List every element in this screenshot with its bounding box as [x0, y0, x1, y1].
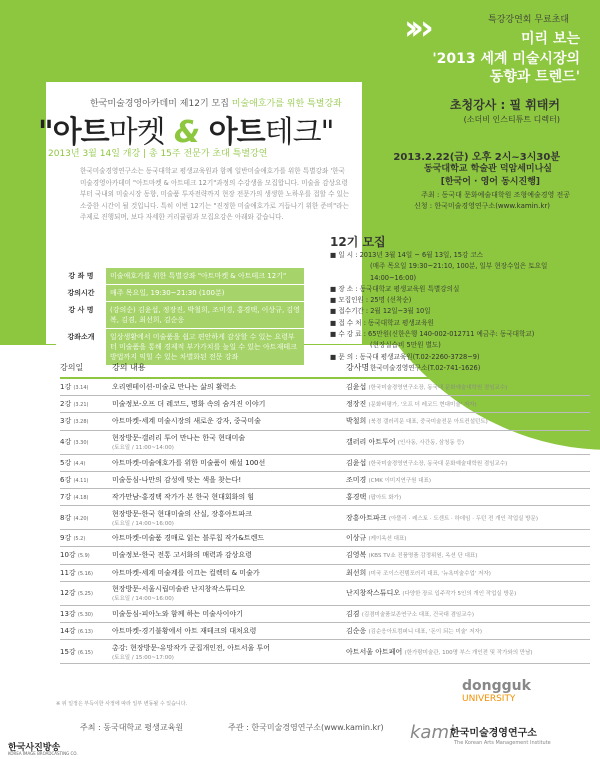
schedule-body: [60, 379, 590, 664]
schedule-row: [60, 582, 590, 606]
lecture-no: 13강: [60, 609, 76, 618]
lecture-content: [112, 568, 346, 578]
lecture-date: (3.28): [73, 419, 89, 426]
lecture-topic: 현장방문-한국 현대미술의 산실, 장흥아트파크: [112, 509, 252, 518]
footer-credits: [80, 722, 384, 733]
lecture-content: [112, 609, 346, 619]
lecture-time: (토요일 / 11:00~14:00): [112, 445, 174, 452]
lecture-no: 11강: [60, 568, 76, 577]
lecture-time: (토요일 / 15:00~17:00): [112, 654, 174, 661]
lecture-content: [112, 550, 346, 560]
summary-value: 일상생활에서 미술품을 쉽고 편안하게 감상할 수 있는 요령부터 미술품을 통해 경제적 부가가치를 높일 수 있는 아트재테크 방법까지 익힐 수 있는 차별화된 전문 강좌: [110, 333, 297, 361]
recruit-line: ■ 문 의 : 동국대 평생교육원(T.02-2260-3728~9): [330, 352, 480, 361]
schedule-row: [60, 530, 590, 547]
lecture-topic: 미술동심-나만의 감성에 맞는 색을 찾는다!: [112, 475, 242, 484]
lecture-no: 3강: [60, 417, 72, 426]
header-content: 강의 내용: [112, 363, 146, 372]
summary-row: [56, 268, 304, 285]
lecture-no: 1강: [60, 383, 72, 392]
schedule-header: [60, 362, 590, 379]
teacher-info: (한국미술경영연구소장, 동국대 문화예술대학원 겸임교수): [368, 385, 508, 392]
lecture-number: [60, 533, 112, 543]
lecture-teacher: [346, 437, 590, 447]
title-part-c: 아트: [208, 115, 265, 150]
double-chevron-icon: ›› ›: [404, 8, 426, 48]
teacher-name: 정장진: [346, 400, 367, 409]
speaker-name: 초청강사 : 필 휘태커: [449, 98, 560, 112]
schedule-row: [60, 506, 590, 530]
teacher-info: (인사동, 사간동, 삼청동 등): [397, 440, 464, 447]
lecture-content: [112, 533, 346, 543]
summary-row: [56, 329, 304, 366]
lecture-topic: 아트마켓-경기불황에서 아트 재테크의 대처요령: [112, 626, 257, 635]
lecture-date: (4.20): [73, 515, 89, 522]
lecture-teacher: [346, 382, 590, 392]
schedule-row: [60, 547, 590, 564]
teacher-name: 조미경: [346, 475, 367, 484]
lecture-teacher: [346, 647, 590, 657]
lecture-teacher: [346, 568, 590, 578]
lecture-teacher: [346, 626, 590, 636]
lecture-topic: 아트마켓-미술품 경매로 읽는 블루칩 작가&트렌드: [112, 534, 265, 543]
teacher-info: (팝아트 화가): [368, 495, 402, 502]
schedule-table: [60, 362, 590, 664]
lecture-content: [112, 475, 346, 485]
photo-broadcast-logo: 한국사진방송: [8, 743, 61, 753]
lecture-teacher: [346, 609, 590, 619]
schedule-row: [60, 431, 590, 455]
lecture-date: (5.16): [77, 570, 93, 577]
header-date: 강의일: [60, 363, 84, 372]
recruit-line: ■ 모집인원 : 25명 (선착순): [330, 296, 412, 305]
lecture-topic: 미술정보-한국 전통 고서화의 매력과 감상요령: [112, 551, 252, 560]
lecture-language: [한국어 · 영어 동시진행]: [440, 177, 540, 187]
lecture-topic: 작가만남-홍경택 작가가 본 한국 현대회화의 힘: [112, 493, 255, 502]
schedule-row: [60, 379, 590, 396]
schedule-row: [60, 455, 590, 472]
lecture-topic: 미술정보-오프 더 레코드, 명화 속의 숨겨진 이야기: [112, 400, 266, 409]
lecture-number: [60, 568, 112, 578]
lecture-date: (5.30): [77, 611, 93, 618]
title-part-d: 테크": [264, 115, 334, 150]
lecture-content: [112, 458, 346, 468]
recruit-line: ■ 접 수 처 : 동국대학교 평생교육원: [330, 318, 434, 327]
lecture-number: [60, 513, 112, 523]
teacher-info: (아뜰리 · 레스토 · 도센트 · 하데임 · 두턴 전 개인 작업실 방문): [388, 515, 538, 522]
header-teacher: 강사명: [346, 363, 370, 372]
intro-paragraph: 한국미술경영연구소는 동국대학교 평생교육원과 함께 일반미술애호가를 위한 특별강좌 '한국미술경영아카데미 "아트마켓 & 아트테크 12기"과정의 수강생을 모집합니다. 미술을 감상요령부터 국내외 미술시장 동향, 미술품 투자전략까지 현장 전문가의 생생한 노하우를 접할 수 있는 소중한 시간이 될 것입니다. 특히 이번 12기는 "진정한 미술애호가로 거듭나기 위한 준비"라는 주제로 진행되며, 보다 자세한 커리큘럼과 모집요강은 아래와 같습니다.: [80, 167, 350, 221]
lecture-number: [60, 647, 112, 657]
subhead-special: 미술애호가를 위한 특별강좌: [231, 99, 342, 109]
lecture-teacher: [346, 399, 590, 409]
lecture-teacher: [346, 416, 590, 426]
lecture-no: 15강: [60, 647, 76, 656]
recruit-details: [330, 250, 570, 374]
lecture-title-line3: 동향과 트렌드': [489, 69, 580, 85]
lecture-number: [60, 382, 112, 392]
lecture-content: [112, 509, 346, 527]
kami-logo: kami: [410, 722, 454, 743]
lecture-number: [60, 416, 112, 426]
schedule-row: [60, 489, 590, 506]
recruit-line: (현장실습비 5만원 별도): [370, 341, 441, 350]
lecture-date: (6.13): [77, 628, 93, 635]
kami-english-name: The Korean Arts Management Institute: [454, 740, 551, 746]
lecture-host: 주최 : 동국대 문화예술대학원 조형예술경영 전공: [421, 191, 570, 199]
lecture-number: [60, 437, 112, 447]
schedule-row: [60, 396, 590, 413]
teacher-info: (김겸미술품보존연구소 대표, 건국대 겸임교수): [361, 611, 474, 618]
lecture-topic: 아트마켓-미술애호가를 위한 미술품이 해설 100선: [112, 458, 266, 467]
schedule-row: [60, 565, 590, 582]
schedule-row: [60, 413, 590, 430]
schedule-row: [60, 640, 590, 664]
recruit-title: 12기 모집: [330, 235, 386, 249]
lecture-no: 6강: [60, 475, 72, 484]
lecture-topic: 총강: 현장방문-유망작가 군집개인전, 아트서울 투어: [112, 643, 271, 652]
lecture-tag: 특강강연회 무료초대: [488, 15, 570, 25]
lecture-number: [60, 609, 112, 619]
schedule-note: ※ 위 일정은 부득이한 사정에 따라 일부 변동될 수 있습니다.: [56, 701, 188, 707]
lecture-no: 8강: [60, 513, 72, 522]
lecture-no: 10강: [60, 551, 76, 560]
summary-key: 강 사 명: [56, 302, 106, 328]
schedule-row: [60, 472, 590, 489]
teacher-info: (다양한 장르 입주작가 5인의 개인 작업실 방문): [402, 591, 517, 598]
teacher-info: (한가람미술관, 100명 부스 개인전 및 작가와의 만남): [404, 649, 533, 656]
lecture-content: [112, 399, 346, 409]
teacher-info: (케이옥션 대표): [368, 536, 407, 543]
lecture-number: [60, 458, 112, 468]
title-meta: 2013년 3월 14일 개강 | 총 15주 전문가 초대 특별강연: [48, 149, 268, 159]
lecture-time: (토요일 / 14:00~16:00): [112, 596, 174, 603]
recruit-line: ■ 장 소 : 동국대학교 평생교육원 특별강의실: [330, 284, 460, 293]
schedule-row: [60, 606, 590, 623]
recruit-line: ■ 수 강 료 : 65만원(신한은행 140-002-012711 예금주: 동국대학교): [330, 330, 535, 339]
lecture-date: (5.9): [77, 553, 90, 560]
lecture-teacher: [346, 550, 590, 560]
lecture-teacher: [346, 475, 590, 485]
teacher-name: 김겸: [346, 609, 360, 618]
lecture-topic: 오리엔테이션-미술로 만나는 삶의 활력소: [112, 383, 237, 392]
teacher-name: 난지창작스튜디오: [346, 589, 401, 598]
photo-broadcast-logo-sub: KOREA IMAGE BROADCASTING CO.: [8, 751, 78, 756]
lecture-place: 동국대학교 학술관 덕암세미나실: [424, 164, 552, 174]
recruit-line: ■ 접수기간 : 2월 12일~3월 10일: [330, 307, 431, 316]
lecture-number: [60, 550, 112, 560]
teacher-name: 최선희: [346, 568, 367, 577]
lecture-topic: 현장방문-서울시립미술관 난지창작스튜디오: [112, 585, 246, 594]
summary-value: 매주 목요일, 19:30~21:30 (100분): [110, 289, 225, 297]
summary-key: 강 좌 명: [56, 268, 106, 284]
lecture-no: 7강: [60, 493, 72, 502]
lecture-content: [112, 416, 346, 426]
lecture-date: (4.11): [73, 477, 89, 484]
lecture-date: (5.2): [73, 536, 86, 543]
lecture-topic: 현장방문-갤러리 투어 만나는 한국 현대미술: [112, 434, 246, 443]
lecture-no: 9강: [60, 534, 72, 543]
main-title: [38, 107, 333, 151]
summary-key: 강의시간: [56, 285, 106, 301]
lecture-no: 2강: [60, 400, 72, 409]
lecture-teacher: [346, 588, 590, 598]
lecture-number: [60, 588, 112, 598]
teacher-info: (문화비평가, '오프 더 레코드 현대미술' 저자): [368, 402, 477, 409]
lecture-title-line1: 미리 보는: [521, 31, 580, 47]
lecture-content: [112, 382, 346, 392]
lecture-date: (3.30): [73, 440, 89, 447]
teacher-name: 김윤섭: [346, 458, 367, 467]
dongguk-university-text: UNIVERSITY: [462, 694, 516, 704]
lecture-apply: 신청 : 한국미술경영연구소(www.kamin.kr): [414, 202, 550, 210]
teacher-name: 김순응: [346, 626, 367, 635]
summary-value: 미술애호가를 위한 특별강좌 "아트마켓 & 아트테크 12기": [110, 272, 287, 280]
lecture-teacher: [346, 492, 590, 502]
lecture-teacher: [346, 513, 590, 523]
recruit-line: ■ 일 시 : 2013년 3월 14일 ~ 6월 13일, 15강 코스: [330, 251, 484, 259]
summary-row: [56, 285, 304, 302]
title-part-b: 마켓: [108, 115, 165, 150]
lecture-no: 4강: [60, 438, 72, 447]
lecture-date: (6.15): [77, 649, 93, 656]
lecture-content: [112, 643, 346, 661]
teacher-info: (북경 갤러리문 대표, 중국미술전문 아트컨설턴트): [368, 419, 488, 426]
lecture-topic: 미술동심-피아노와 함께 하는 미술사이야기: [112, 609, 243, 618]
speaker-title: (소더비 인스티튜트 디렉터): [463, 115, 560, 124]
lecture-content: [112, 433, 346, 451]
lecture-time: (토요일 / 14:00~16:00): [112, 520, 174, 527]
lecture-content: [112, 584, 346, 602]
lecture-date: 2013.2.22(금) 오후 2시~3시30분: [393, 152, 560, 163]
teacher-name: 홍경택: [346, 493, 367, 502]
footer-host: 주최 : 동국대학교 평생교육원: [80, 723, 184, 732]
footer-organizer: 주관 : 한국미술경영연구소(www.kamin.kr): [228, 723, 384, 732]
lecture-date: (4.4): [73, 460, 86, 467]
schedule-row: [60, 623, 590, 640]
teacher-info: (한국미술경영연구소장, 동국대 문화예술대학원 겸임교수): [368, 460, 508, 467]
lecture-teacher: [346, 533, 590, 543]
lecture-content: [112, 492, 346, 502]
teacher-name: 이상규: [346, 534, 367, 543]
lecture-date: (4.18): [73, 495, 89, 502]
lecture-date: (3.14): [73, 385, 89, 392]
lecture-number: [60, 492, 112, 502]
summary-key: 강좌소개: [56, 329, 106, 365]
lecture-date: (5.25): [77, 591, 93, 598]
dongguk-logo: dongguk: [462, 678, 531, 694]
summary-value: (강의순) 김윤섭, 정장진, 박철희, 조미경, 홍경택, 이상규, 김영복, 김겸, 최선희, 김순응: [110, 306, 300, 324]
lecture-number: [60, 626, 112, 636]
lecture-title-line2: '2013 세계 미술시장의: [432, 51, 580, 67]
teacher-name: 아트서울 아트페어: [346, 647, 403, 656]
lecture-topic: 아트마켓-세계 미술계를 이끄는 컬렉터 & 미술가: [112, 568, 260, 577]
lecture-no: 5강: [60, 458, 72, 467]
subhead-academy: 한국미술경영아카데미 제12기 모집: [90, 99, 229, 109]
title-ampersand: &: [174, 115, 200, 150]
course-summary-table: [56, 268, 304, 366]
teacher-name: 갤러리 아트투어: [346, 438, 396, 447]
kami-korean-name: 한국미술경영연구소: [450, 728, 537, 739]
summary-row: [56, 302, 304, 329]
lecture-no: 12강: [60, 589, 76, 598]
lecture-date: (3.21): [73, 402, 89, 409]
teacher-name: 김윤섭: [346, 383, 367, 392]
lecture-no: 14강: [60, 626, 76, 635]
teacher-name: 장흥아트파크: [346, 513, 387, 522]
teacher-info: (CMK 이미지연구원 대표): [368, 477, 432, 484]
lecture-number: [60, 475, 112, 485]
title-part-a: "아트: [38, 115, 109, 150]
lecture-number: [60, 399, 112, 409]
teacher-info: (김순응아트컴퍼니 대표, '돈이 되는 미술' 저자): [368, 628, 482, 635]
lecture-content: [112, 626, 346, 636]
teacher-name: 박철희: [346, 417, 367, 426]
teacher-info: (미국 조이스컨템포러리 대표, '뉴욕미술수업' 저자): [368, 570, 491, 577]
recruit-line: (매주 목요일 19:30~21:10, 100분, 일부 현장수업은 토요일 14:00~16:00): [370, 262, 548, 282]
teacher-name: 김영복: [346, 551, 367, 560]
lecture-teacher: [346, 458, 590, 468]
recruit-line: 한국미술경영연구소(T.02-741-1626): [370, 363, 481, 372]
lecture-topic: 아트마켓-세계 미술시장의 새로운 강자, 중국미술: [112, 417, 261, 426]
teacher-info: (KBS TV쇼 진품명품 감정위원, 옥션 단 대표): [368, 553, 478, 560]
